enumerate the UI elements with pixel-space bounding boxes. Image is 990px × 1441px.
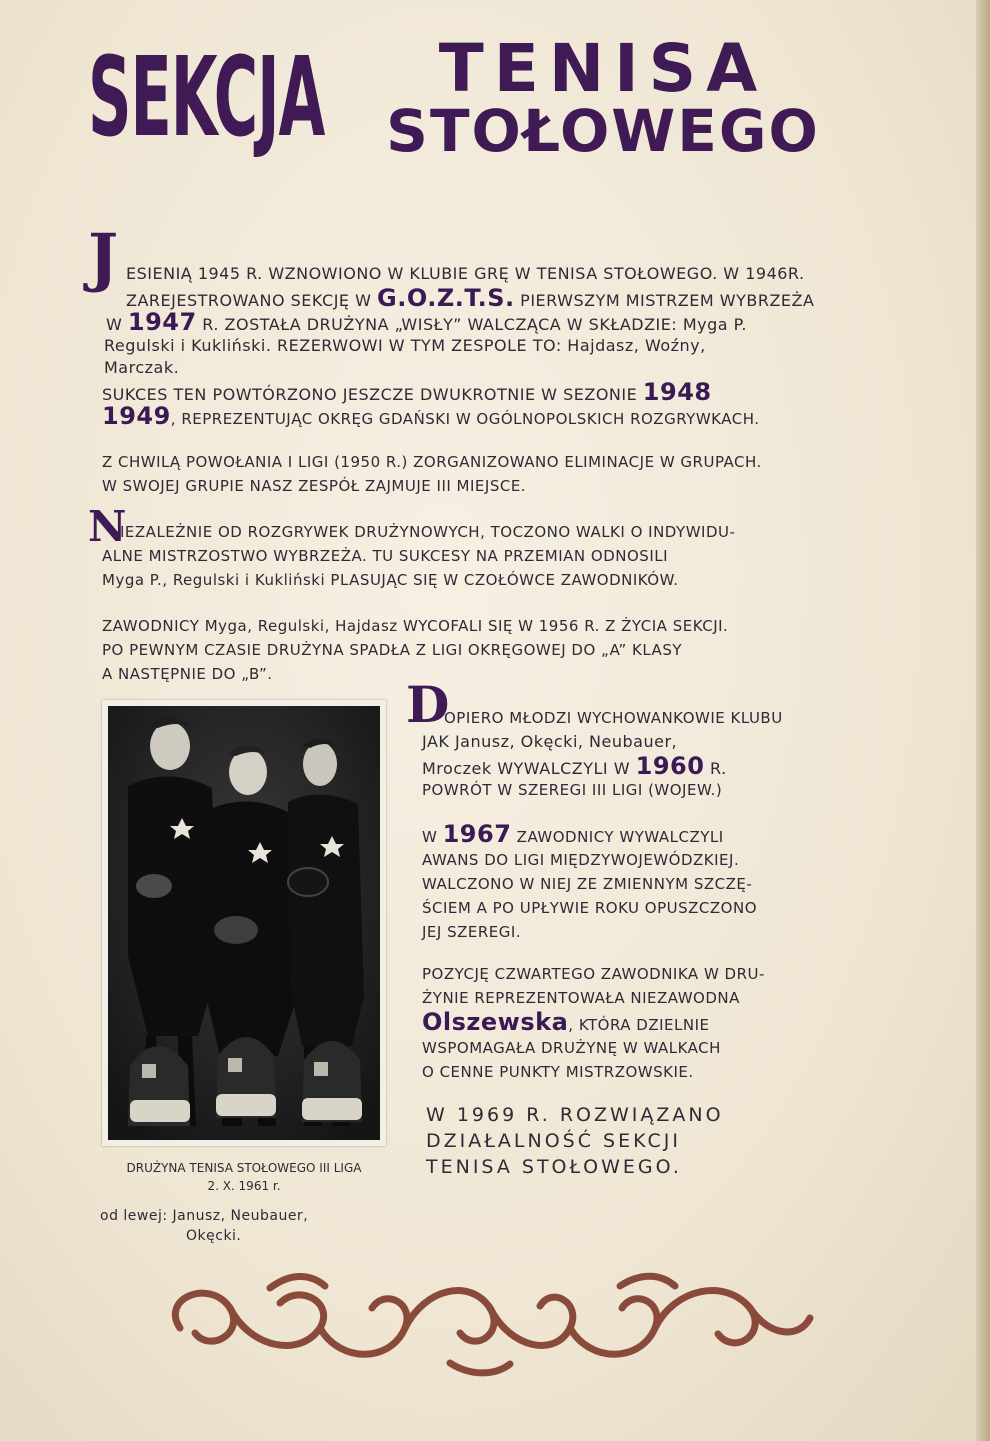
name-olszewska: Olszewska [422, 1008, 569, 1036]
p4-line3: Myga P., Regulski i Kukliński PLASUJĄC SIĘ W CZOŁÓWCE ZAWODNIKÓW. [102, 571, 679, 589]
drop-cap-n: N [88, 502, 127, 551]
p1-line2-a: ZAREJESTROWANO SEKCJĘ W [126, 291, 378, 310]
scroll-ornament [150, 1268, 830, 1378]
p8-line4: WSPOMAGAŁA DRUŻYNĘ W WALKACH [422, 1039, 721, 1057]
p7-line5: JEJ SZEREGI. [422, 923, 522, 941]
p1-line3-b: R. ZOSTAŁA DRUŻYNA „WISŁY” WALCZĄCA W SKŁADZIE: Myga P. [196, 315, 747, 334]
p1-line2 [126, 286, 814, 313]
p1-line2-b: PIERWSZYM MISTRZEM WYBRZEŻA [514, 291, 815, 310]
p6-line1: OPIERO MŁODZI WYCHOWANKOWIE KLUBU [444, 709, 783, 727]
p2-line1-a: SUKCES TEN POWTÓRZONO JESZCZE DWUKROTNIE W SEZONIE [102, 385, 643, 404]
team-photo [102, 700, 386, 1146]
p6-line3-a: Mroczek WYWALCZYLI W [422, 759, 636, 778]
page-edge [976, 0, 990, 1441]
p7-line1 [422, 822, 724, 849]
p1-line1: ESIENIĄ 1945 R. WZNOWIONO W KLUBIE GRĘ W TENISA STOŁOWEGO. W 1946R. [126, 264, 805, 283]
photo-caption-line2: 2. X. 1961 r. [207, 1179, 281, 1193]
p1-line4: Regulski i Kukliński. REZERWOWI W TYM ZESPOLE TO: Hajdasz, Woźny, [104, 336, 706, 355]
p4-line1: IEZALEŻNIE OD ROZGRYWEK DRUŻYNOWYCH, TOCZONO WALKI O INDYWIDU- [120, 523, 736, 541]
year-1967: 1967 [442, 820, 512, 848]
p6-line4: POWRÓT W SZEREGI III LIGI (WOJEW.) [422, 781, 723, 799]
year-1960: 1960 [635, 752, 705, 780]
p7-line1-b: ZAWODNICY WYWALCZYLI [511, 828, 724, 846]
p7-line4: ŚCIEM A PO UPŁYWIE ROKU OPUSZCZONO [422, 899, 757, 917]
p8-line1: POZYCJĘ CZWARTEGO ZAWODNIKA W DRU- [422, 965, 765, 983]
p6-line2: JAK Janusz, Okęcki, Neubauer, [422, 732, 678, 751]
p2-line2-b: , REPREZENTUJĄC OKRĘG GDAŃSKI W OGÓLNOPOLSKICH ROZGRYWKACH. [170, 410, 760, 428]
team-photo-illustration [108, 706, 380, 1140]
year-1947: 1947 [127, 308, 197, 336]
drop-cap-j: J [88, 220, 119, 295]
p2-line2 [102, 404, 759, 431]
gozts-highlight: G.O.Z.T.S. [377, 284, 515, 312]
p2-line1 [102, 380, 712, 407]
p8-line3-b: , KTÓRA DZIELNIE [568, 1016, 710, 1034]
p4-line2: ALNE MISTRZOSTWO WYBRZEŻA. TU SUKCESY NA PRZEMIAN ODNOSILI [102, 547, 669, 565]
p5-line3: A NASTĘPNIE DO „B”. [102, 665, 273, 683]
p8-line3 [422, 1010, 710, 1037]
photo-caption-line3: od lewej: Janusz, Neubauer, [100, 1208, 309, 1224]
p3-line1: Z CHWILĄ POWOŁANIA I LIGI (1950 R.) ZORGANIZOWANO ELIMINACJE W GRUPACH. [102, 453, 762, 471]
p8-line5: O CENNE PUNKTY MISTRZOWSKIE. [422, 1063, 694, 1081]
year-1948: 1948 [642, 378, 712, 406]
photo-caption-line1: DRUŻYNA TENISA STOŁOWEGO III LIGA [126, 1161, 362, 1175]
year-1949: 1949 [102, 402, 171, 430]
team-photo-image [108, 706, 380, 1140]
p9-line3: TENISA STOŁOWEGO. [426, 1156, 682, 1178]
p3-line2: W SWOJEJ GRUPIE NASZ ZESPÓŁ ZAJMUJE III MIEJSCE. [102, 477, 527, 495]
p1-line3 [106, 310, 747, 337]
p8-line2: ŻYNIE REPREZENTOWAŁA NIEZAWODNA [422, 989, 740, 1007]
drop-cap-d: D [406, 675, 450, 734]
p7-line2: AWANS DO LIGI MIĘDZYWOJEWÓDZKIEJ. [422, 851, 740, 869]
title-word-sekcja: SEKCJA [88, 33, 325, 161]
p9-line1: W 1969 R. ROZWIĄZANO [426, 1104, 724, 1126]
p9-line2: DZIAŁALNOŚĆ SEKCJI [426, 1130, 682, 1152]
title-block [368, 30, 838, 165]
p5-line1: ZAWODNICY Myga, Regulski, Hajdasz WYCOFALI SIĘ W 1956 R. Z ŻYCIA SEKCJI. [102, 617, 729, 635]
p7-line3: WALCZONO W NIEJ ZE ZMIENNYM SZCZĘ- [422, 875, 753, 893]
title-word-tenisa: TENISA [438, 30, 768, 107]
p6-line3-b: R. [704, 759, 727, 778]
p5-line2: PO PEWNYM CZASIE DRUŻYNA SPADŁA Z LIGI OKRĘGOWEJ DO „A” KLASY [102, 641, 683, 659]
photo-caption-line4: Okęcki. [186, 1228, 242, 1244]
p6-line3 [422, 754, 727, 781]
p1-line5: Marczak. [104, 358, 180, 377]
title-word-stolowego: STOŁOWEGO [386, 97, 820, 165]
p1-line3-a: W [106, 315, 128, 334]
p7-line1-a: W [422, 828, 443, 846]
